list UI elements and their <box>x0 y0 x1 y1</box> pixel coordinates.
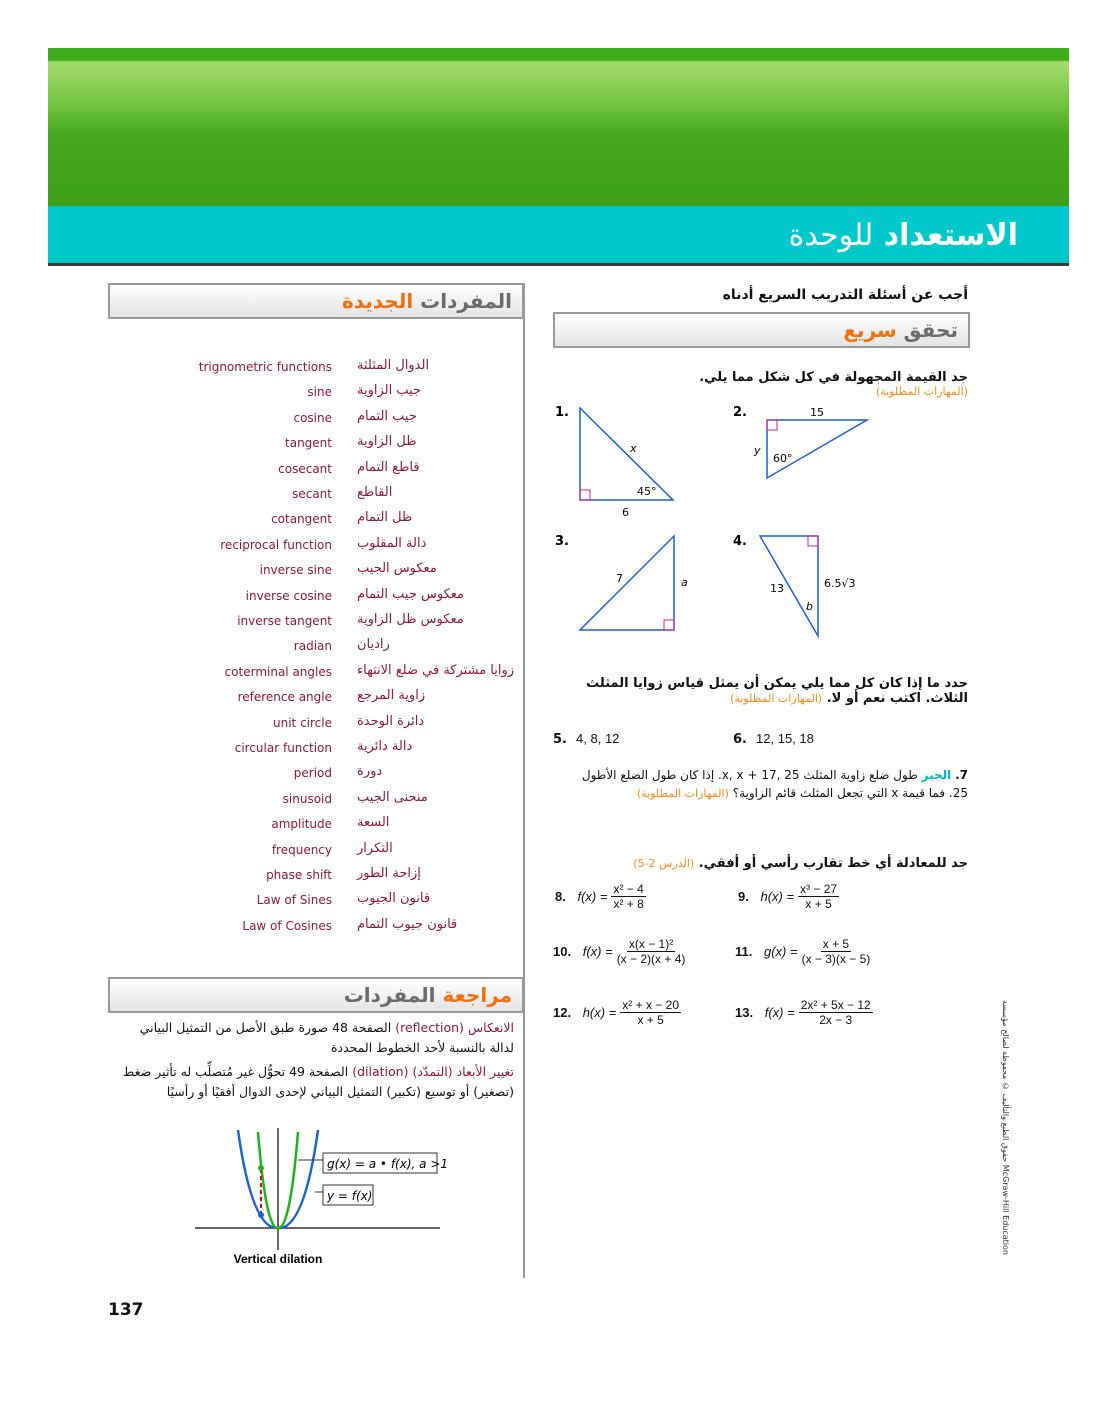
quick-check-header: تحقق سريع <box>553 312 970 348</box>
vocab-term-en: sinusoid <box>282 791 332 806</box>
asymptote-problem: 12. h(x) = $\frac{\text{x² + x − 20}}{x + 5}$ <box>553 998 679 1027</box>
triangle-figures <box>550 400 880 650</box>
graph-caption: Vertical dilation <box>233 1252 323 1265</box>
svg-text:y: y <box>754 444 761 457</box>
vocab-term-ar: دالة المقلوب <box>357 535 427 551</box>
question-1: جد القيمة المجهولة في كل شكل مما يلي. (المهارات المطلوبة) <box>699 370 968 398</box>
svg-text:45°: 45° <box>637 485 657 498</box>
vocab-term-en: circular function <box>234 741 332 755</box>
vocab-term-en: reciprocal function <box>220 537 332 552</box>
dilation-def: تغيير الأبعاد (التمدّد) (dilation) الصفحة 49 تحوُّل غير مُتصلِّب له تأثير ضغط (تصغير) أو توسيع (تكبير) التمثيل البياني لإحدى الدوال أفقيًا أو رأسيًا <box>122 1064 514 1099</box>
vocab-term-en: amplitude <box>271 817 332 832</box>
vocab-term-ar: الدوال المثلثة <box>357 358 430 373</box>
vocab-term-en: frequency <box>271 842 332 857</box>
vocab-term-en: inverse sine <box>259 563 332 578</box>
column-divider <box>523 283 525 1278</box>
vocab-term-ar: إزاحة الطور <box>357 866 421 881</box>
question-2: حدد ما إذا كان كل مما يلي يمكن أن يمثل قياس زوايا المثلث الثلاث. اكتب نعم أو لا. (المهارات المطلوبة) <box>586 676 968 706</box>
vocab-term-ar: معكوس الجيب <box>357 561 437 577</box>
vocab-term-ar: زاوية المرجع <box>357 688 426 704</box>
review-header: مراجعة المفردات <box>108 977 524 1013</box>
vocab-term-ar: معكوس ظل الزاوية <box>357 612 464 627</box>
vocab-term-en: coterminal angles <box>224 664 332 679</box>
vocab-term-ar: قانون الجيوب <box>357 891 431 907</box>
page-number: 137 <box>108 1300 144 1320</box>
vocab-term-en: period <box>293 766 332 781</box>
asymptote-problem: 11. g(x) = $\frac{x + 5}{(x - 3)(x - 5)}$ <box>735 937 871 966</box>
vocab-term-ar: ظل الزاوية <box>357 434 417 450</box>
svg-text:15: 15 <box>810 406 824 419</box>
page-title: الاستعداد للوحدة <box>788 218 1018 253</box>
vocab-term-en: cotangent <box>271 512 332 527</box>
problem-6: 6. 12, 15, 18 <box>733 731 814 747</box>
asymptote-problem: 8. f(x) = $\frac{\text{x² − 4}}{\text{x² + 8}}$ <box>555 882 644 911</box>
vocab-header: المفردات الجديدة <box>108 283 524 319</box>
vocab-term-en: inverse tangent <box>237 614 332 628</box>
vocab-term-en: Law of Sines <box>256 893 332 908</box>
vocab-term-ar: قاطع التمام <box>357 459 420 475</box>
vocab-term-ar: معكوس جيب التمام <box>357 586 465 602</box>
vocab-term-ar: جيب الزاوية <box>357 383 422 399</box>
svg-text:7: 7 <box>616 572 623 585</box>
reflection-def: الانعكاس (reflection) الصفحة 48 صورة طبق الأصل من التمثيل البياني لدالة بالنسبة لأحد الخطوط المحددة <box>139 1020 514 1055</box>
dilation-graph <box>190 1120 450 1265</box>
svg-text:3.: 3. <box>555 534 569 549</box>
vocab-term-ar: التكرار <box>357 840 393 856</box>
vocab-term-ar: زوايا مشتركة في ضلع الانتهاء <box>357 662 515 678</box>
asymptote-problem: 13. f(x) = $\frac{\text{2x² + 5x − 12}}{2x - 3}$ <box>735 998 871 1027</box>
asymptote-problem: 10. f(x) = $\frac{\text{x(x − 1)²}}{(x - 2)(x + 4)}$ <box>553 937 686 966</box>
vocab-term-en: sine <box>307 385 332 400</box>
instruction: أجب عن أسئلة التدريب السريع أدناه <box>722 287 968 303</box>
vocab-term-en: inverse cosine <box>245 588 332 603</box>
vocab-term-en: trignometric functions <box>198 360 332 374</box>
vocab-term-en: tangent <box>285 436 332 451</box>
vocab-term-en: radian <box>293 639 332 654</box>
problem-7: 7. الجبر طول ضلع زاوية المثلث x, x + 17, 25. إذا كان طول الضلع الأطول 25. فما قيمة x التي تجعل المثلث قائم الزاوية؟ (المهارات المطلوبة) <box>581 768 968 800</box>
vocab-term-ar: دورة <box>357 764 383 780</box>
problem-5: 5. 4, 8, 12 <box>553 731 620 747</box>
svg-text:x: x <box>630 442 637 455</box>
vocab-term-en: Law of Cosines <box>242 918 332 933</box>
svg-text:60°: 60° <box>773 452 793 465</box>
vocab-term-ar: منحنى الجيب <box>357 789 428 805</box>
svg-text:13: 13 <box>770 582 784 595</box>
copyright: حقوق الطبع والتأليف © محفوظة لصالح مؤسسة McGraw-Hill Education <box>1001 1000 1010 1255</box>
svg-text:4.: 4. <box>733 534 747 549</box>
vocab-term-ar: جيب التمام <box>357 408 417 424</box>
header-banner <box>48 48 1069 206</box>
svg-text:a: a <box>681 576 688 589</box>
vocab-term-ar: ظل التمام <box>357 510 413 526</box>
vocab-term-en: unit circle <box>273 715 332 730</box>
svg-text:1.: 1. <box>555 405 569 420</box>
vocab-term-en: phase shift <box>266 868 332 882</box>
vocab-term-en: cosecant <box>278 461 332 476</box>
asymptote-problem: 9. h(x) = $\frac{\text{x³ − 27}}{x + 5}$ <box>738 882 838 911</box>
svg-text:6: 6 <box>622 506 629 519</box>
graph-label-g: g(x) = a • f(x), a >1 <box>327 1157 449 1171</box>
vocab-term-ar: دائرة الوحدة <box>357 713 425 729</box>
vocab-term-en: secant <box>292 487 332 501</box>
vocab-term-ar: راديان <box>357 637 390 653</box>
vocab-term-ar: السعة <box>357 815 390 831</box>
graph-label-f: y = f(x) <box>327 1189 373 1203</box>
svg-text:b: b <box>806 600 813 613</box>
svg-text:6.5√3: 6.5√3 <box>824 577 856 590</box>
question-3: جد للمعادلة أي خط تقارب رأسي أو أفقي. (الدرس 2-5) <box>633 856 968 871</box>
svg-text:2.: 2. <box>733 405 747 420</box>
vocab-term-ar: قانون جيوب التمام <box>357 916 458 932</box>
vocab-term-ar: دالة دائرية <box>357 739 413 754</box>
vocab-term-ar: القاطع <box>357 485 393 500</box>
vocab-term-en: reference angle <box>237 690 332 705</box>
vocab-term-en: cosine <box>293 410 332 425</box>
